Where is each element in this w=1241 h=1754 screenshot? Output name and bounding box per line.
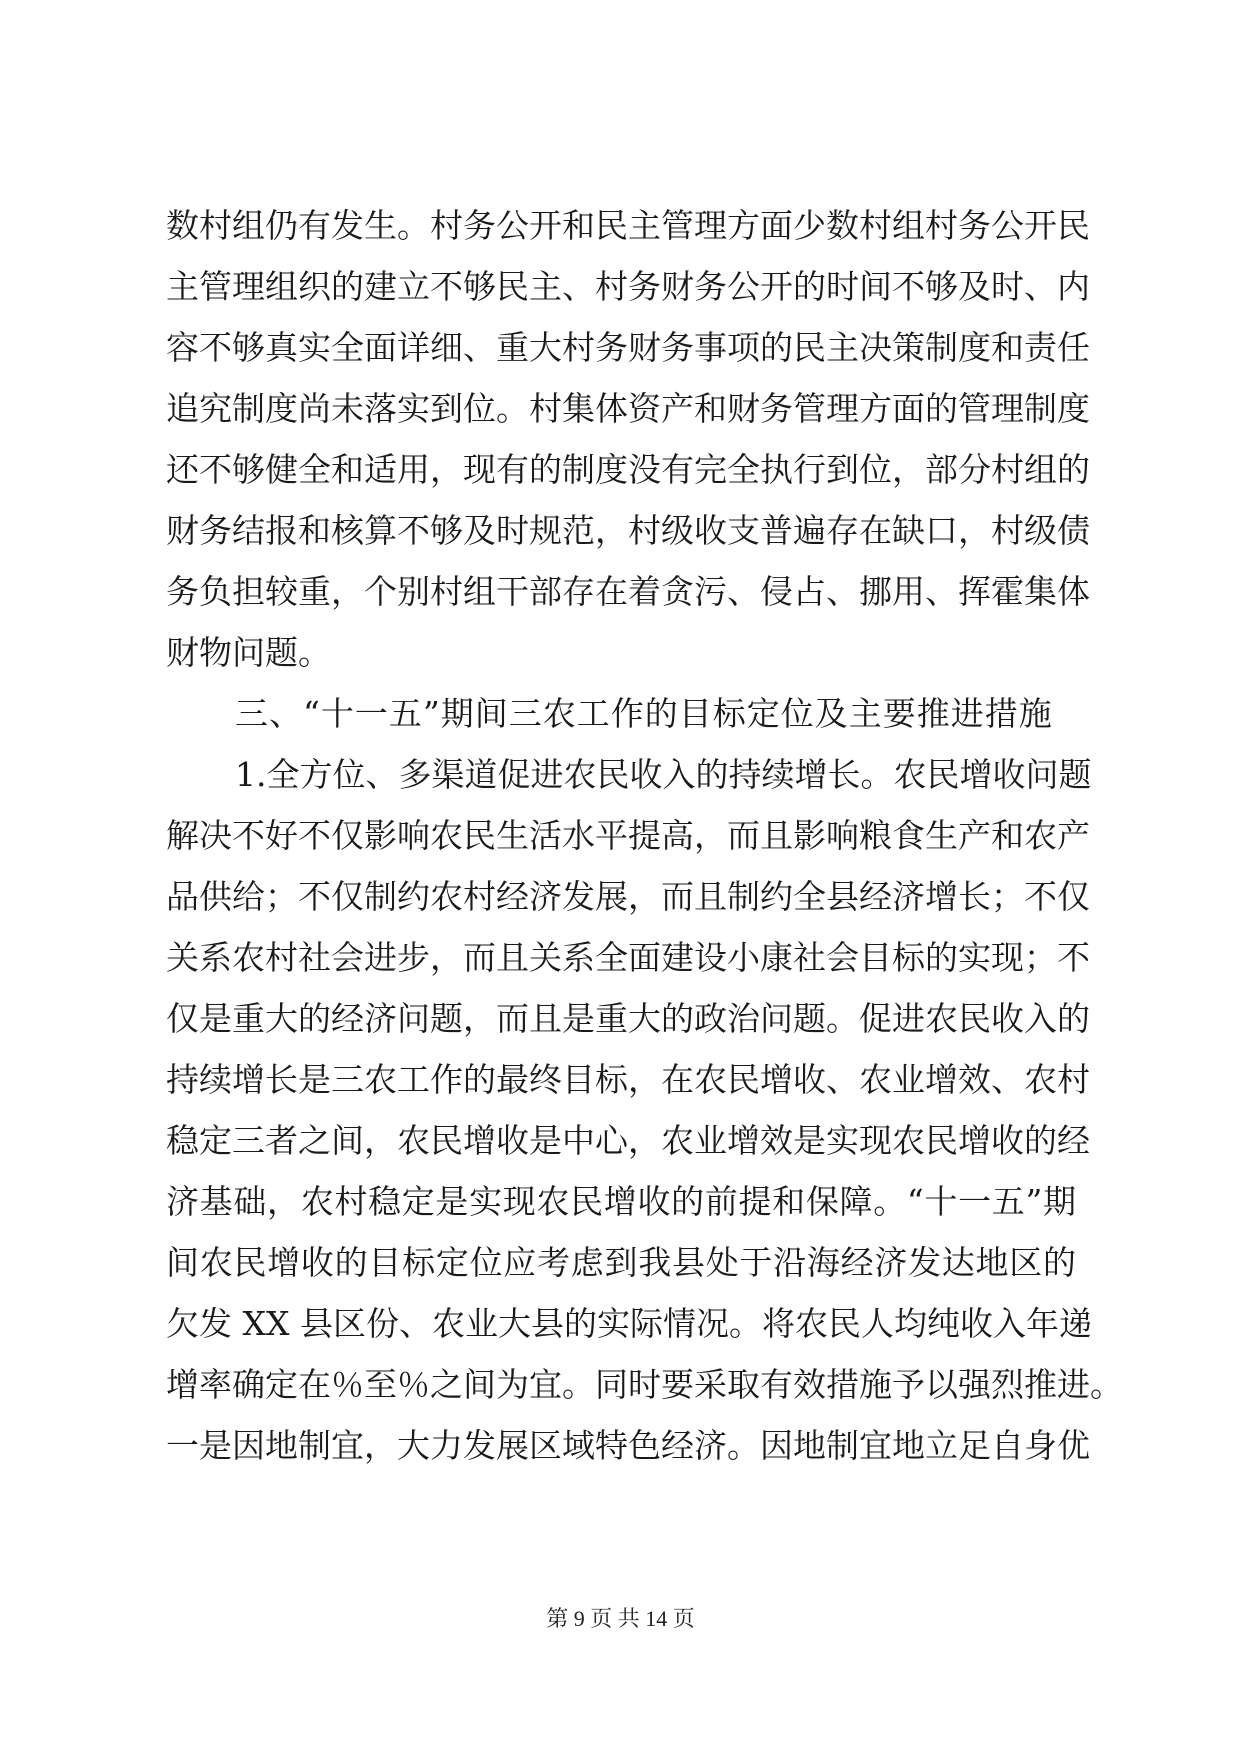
body-text-line: 间农民增收的目标定位应考虑到我县处于沿海经济发达地区的 bbox=[166, 1243, 1076, 1282]
body-text-line: 增率确定在％至％之间为宜。同时要采取有效措施予以强烈推进。 bbox=[166, 1365, 1123, 1404]
body-text-line: 务负担较重，个别村组干部存在着贪污、侵占、挪用、挥霍集体 bbox=[166, 572, 1090, 611]
body-text-line: 济基础，农村稳定是实现农民增收的前提和保障。“十一五”期 bbox=[166, 1182, 1076, 1221]
body-text-line: 数村组仍有发生。村务公开和民主管理方面少数村组村务公开民 bbox=[166, 206, 1090, 245]
paragraph-first-line: 1.全方位、多渠道促进农民收入的持续增长。农民增收问题 bbox=[235, 755, 1092, 794]
body-text-line: 持续增长是三农工作的最终目标，在农民增收、农业增效、农村 bbox=[166, 1060, 1090, 1099]
body-text-line: 欠发 XX 县区份、农业大县的实际情况。将农民人均纯收入年递 bbox=[166, 1304, 1092, 1343]
body-text-line: 品供给；不仅制约农村经济发展，而且制约全县经济增长；不仅 bbox=[166, 877, 1090, 916]
body-text-line: 容不够真实全面详细、重大村务财务事项的民主决策制度和责任 bbox=[166, 328, 1090, 367]
body-text-line: 财务结报和核算不够及时规范，村级收支普遍存在缺口，村级债 bbox=[166, 511, 1090, 550]
body-text-line: 仅是重大的经济问题，而且是重大的政治问题。促进农民收入的 bbox=[166, 999, 1090, 1038]
body-text-line: 解决不好不仅影响农民生活水平提高，而且影响粮食生产和农产 bbox=[166, 816, 1090, 855]
section-heading: 三、“十一五”期间三农工作的目标定位及主要推进措施 bbox=[235, 694, 1053, 733]
page-number-footer: 第 9 页 共 14 页 bbox=[546, 1606, 695, 1631]
body-text-line: 财物问题。 bbox=[166, 633, 331, 672]
body-text-line: 还不够健全和适用，现有的制度没有完全执行到位，部分村组的 bbox=[166, 450, 1090, 489]
body-text-line: 主管理组织的建立不够民主、村务财务公开的时间不够及时、内 bbox=[166, 267, 1090, 306]
body-text-line: 追究制度尚未落实到位。村集体资产和财务管理方面的管理制度 bbox=[166, 389, 1090, 428]
body-text-line: 关系农村社会进步，而且关系全面建设小康社会目标的实现；不 bbox=[166, 938, 1090, 977]
body-text-line: 稳定三者之间，农民增收是中心，农业增效是实现农民增收的经 bbox=[166, 1121, 1090, 1160]
body-text-line: 一是因地制宜，大力发展区域特色经济。因地制宜地立足自身优 bbox=[166, 1426, 1090, 1465]
